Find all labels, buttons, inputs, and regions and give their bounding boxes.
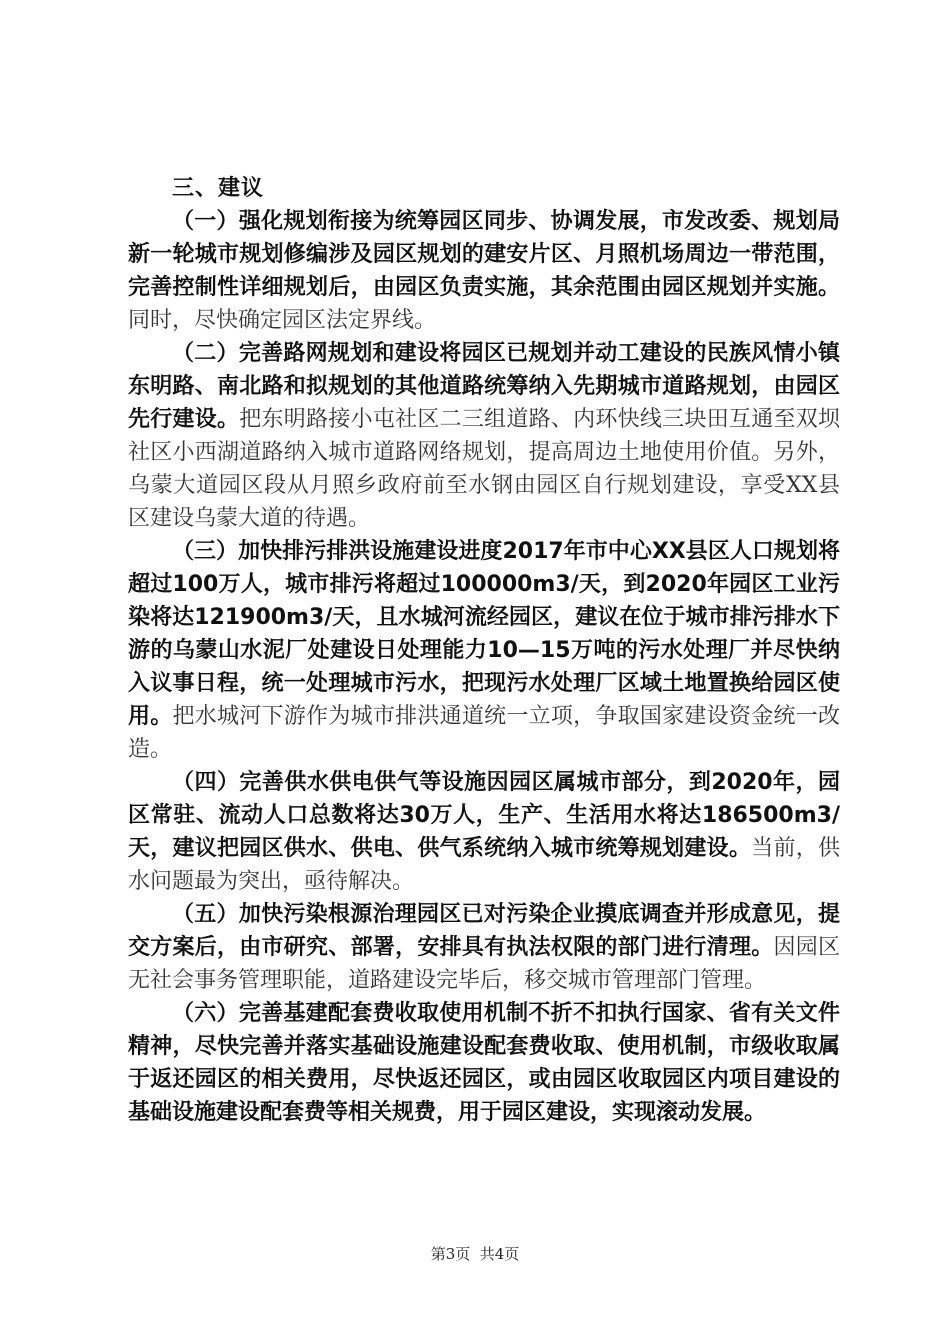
paragraph-3: [128, 535, 840, 766]
paragraph-tail: 把水城河下游作为城市排洪通道统一立项，争取国家建设资金统一改造。: [128, 704, 840, 762]
page-footer: [0, 1244, 950, 1264]
paragraph-lead: （四）完善供水供电供气等设施因园区属城市部分，到2020年，园区常驻、流动人口总数将达30万人，生产、生活用水将达186500m3/天，建议把园区供水、供电、供气系统纳入城市统筹规划建设。: [128, 770, 840, 861]
paragraph-4: [128, 766, 840, 898]
paragraph-1: [128, 205, 840, 337]
paragraph-lead: （三）加快排污排洪设施建设进度2017年市中心XX县区人口规划将超过100万人，城市排污将超过100000m3/天，到2020年园区工业污染将达121900m3/天，且水城河流经园区，建议在位于城市排污排水下游的乌蒙山水泥厂处建设日处理能力10—15万吨的污水处理厂并尽快纳入议事日程，统一处理城市污水，把现污水处理厂区域土地置换给园区使用。: [128, 539, 840, 729]
paragraph-5: [128, 898, 840, 997]
paragraph-tail: 把东明路接小屯社区二三组道路、内环快线三块田互通至双坝社区小西湖道路纳入城市道路网络规划，提高周边土地使用价值。另外，乌蒙大道园区段从月照乡政府前至水钢由园区自行规划建设，享受XX县区建设乌蒙大道的待遇。: [128, 407, 840, 531]
page-number-label: 第3页 共4页: [430, 1245, 520, 1263]
paragraph-6: [128, 997, 840, 1129]
paragraph-tail: 同时，尽快确定园区法定界线。: [128, 308, 437, 333]
paragraph-lead: （一）强化规划衔接为统筹园区同步、协调发展，市发改委、规划局新一轮城市规划修编涉及园区规划的建安片区、月照机场周边一带范围，完善控制性详细规划后，由园区负责实施，其余范围由园区规划并实施。: [128, 209, 840, 300]
paragraph-tail: 因园区无社会事务管理职能，道路建设完毕后，移交城市管理部门管理。: [128, 935, 840, 993]
paragraph-tail: 当前，供水问题最为突出，亟待解决。: [128, 836, 840, 894]
paragraph-2: [128, 337, 840, 535]
paragraph-lead: （六）完善基建配套费收取使用机制不折不扣执行国家、省有关文件精神，尽快完善并落实基础设施建设配套费收取、使用机制，市级收取属于返还园区的相关费用，尽快返还园区，或由园区收取园区内项目建设的基础设施建设配套费等相关规费，用于园区建设，实现滚动发展。: [128, 1001, 840, 1125]
section-heading: 三、建议: [172, 176, 265, 201]
paragraph-lead: （二）完善路网规划和建设将园区已规划并动工建设的民族风情小镇东明路、南北路和拟规划的其他道路统筹纳入先期城市道路规划，由园区先行建设。: [128, 341, 840, 432]
paragraph-lead: （五）加快污染根源治理园区已对污染企业摸底调查并形成意见，提交方案后，由市研究、部署，安排具有执法权限的部门进行清理。: [128, 902, 840, 960]
document-body: [128, 173, 840, 1129]
